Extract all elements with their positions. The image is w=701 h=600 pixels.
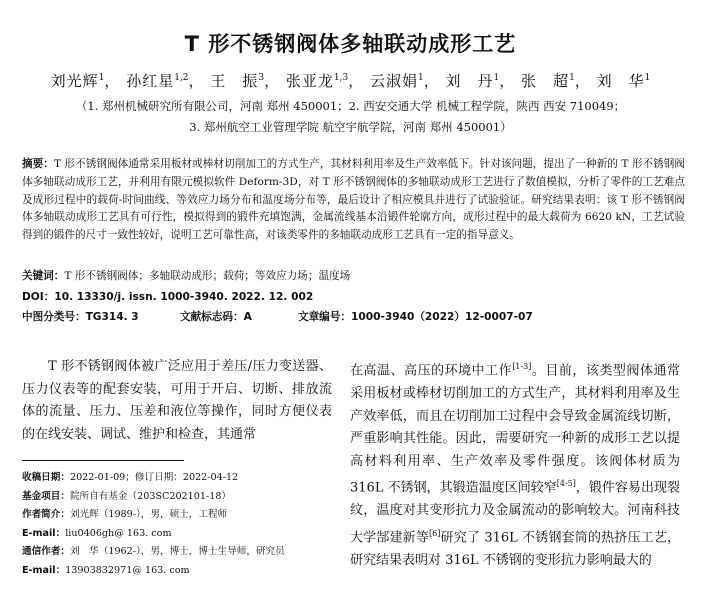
article-number: 文章编号：1000-3940（2022）12-0007-07	[298, 311, 533, 323]
doi-value: 10. 13330/j. issn. 1000-3940. 2022. 12. 002	[54, 291, 314, 303]
author: 刘 华$^1$	[596, 72, 651, 90]
keywords	[22, 268, 685, 283]
citation: [4-5]	[556, 479, 576, 489]
doi-label: DOI：	[22, 291, 55, 303]
doi	[22, 289, 685, 304]
doc-code: 文献标志码：A	[180, 311, 252, 323]
footnote-received: 收稿日期：2022-01-09；修订日期：2022-04-12	[22, 472, 239, 483]
affiliation-line-2: 3. 郑州航空工业管理学院 航空宇航学院，河南 郑州 450001）	[189, 120, 512, 134]
keywords-text: T 形不锈钢阀体；多轴联动成形；载荷；等效应力场；温度场	[64, 270, 351, 282]
body-paragraph: 在高温、高压的环境中工作[1-3]。目前，该类型阀体通常采用板材或棒材切削加工的方式生产，其材料利用率及生产效率低，而且在切削加工过程中会导致金属流线切断，严重影响其性能。因此，需要研究一种新的成形工艺以提高材料利用率、生产效率及零件强度。该阀体材质为 316L 不锈钢，其锻造温度区间较窄[4-5]，锻件容易出现裂纹，温度对其变形抗力及金属流动的影响较大。河南科技大学郜建新等[6]研究了 316L 不锈钢套筒的热挤压工艺，研究结果表明对 316L 不锈钢的变形抗力影响最大的	[350, 362, 680, 568]
affiliation-line-1: （1. 郑州机械研究所有限公司，河南 郑州 450001；2. 西安交通大学 机械工程学院，陕西 西安 710049；	[75, 99, 626, 113]
citation: [1-3]	[512, 362, 532, 371]
body-paragraph: T 形不锈钢阀体被广泛应用于差压/压力变送器、压力仪表等的配套安装，可用于开启、切断、排放流体的流量、压力、压差和液位等操作，同时方便仪表的在线安装、调试、维护和检查，其通常	[22, 359, 332, 442]
footnotes	[22, 469, 332, 581]
author-list: 刘光辉$^1$， 孙红星$^{1,2}$， 王 振$^3$， 张亚龙$^{1,3}$， 云淑娟$^1$， 刘 丹$^1$， 张 超$^1$， 刘 华$^1$	[50, 72, 651, 90]
footnote-corresponding: 通信作者：刘 华（1962-），男，博士，博士生导师，研究员	[22, 546, 285, 558]
keywords-label: 关键词：	[22, 270, 65, 282]
classification-line	[22, 309, 685, 324]
author: 张亚龙$^{1,3}$	[285, 72, 349, 90]
author: 云淑娟$^1$	[369, 72, 424, 90]
clc-label: 中图分类号：	[22, 311, 86, 323]
author: 刘 丹$^1$	[445, 72, 500, 90]
footnote-author: 作者简介：刘光辉（1989-），男，硕士，工程师	[22, 509, 228, 521]
footnote-fund: 基金项目：院所自有基金（203SC202101-18）	[22, 490, 232, 502]
author: 孙红星$^{1,2}$	[126, 72, 189, 90]
paper-title: T 形不锈钢阀体多轴联动成形工艺	[184, 32, 517, 56]
abstract-text: T 形不锈钢阀体通常采用板材或棒材切削加工的方式生产，其材料利用率及生产效率低下。针对该问题，提出了一种新的 T 形不锈钢阀体多轴联动成形工艺，并利用有限元模拟软件 Deform-3D，对 T 形不锈钢阀体的多轴联动成形工艺进行了数值模拟，分析了零件的工艺难点及成形过程中的载荷-时间曲线、等效应力场分布和温度场分布等，最后设计了相应模具并进行了试验验证。研究结果表明：该 T 形不锈钢阀体多轴联动成形工艺具有可行性，模拟得到的锻件充填饱满，金属流线基本沿锻件轮廓方向，成形过程中的最大载荷为 6620 kN，工艺试验得到的锻件的尺寸一致性较好，说明工艺可靠性高，对该类零件的多轴联动成形工艺具有一定的指导意义。	[22, 158, 685, 242]
body-left-column	[22, 356, 332, 446]
footnote-email-1: E-mail：liu0406gh@ 163. com	[22, 527, 172, 539]
author: 张 超$^1$	[521, 72, 575, 90]
body-right-column	[350, 356, 680, 572]
footnote-divider	[22, 460, 184, 461]
citation: [6]	[429, 528, 441, 538]
abstract	[22, 156, 685, 245]
abstract-label: 摘要：	[22, 158, 54, 170]
author: 王 振$^3$	[210, 72, 265, 90]
author: 刘光辉$^1$	[50, 72, 105, 90]
clc-value: TG314. 3	[85, 311, 139, 323]
footnote-email-2: E-mail：13903832971@ 163. com	[22, 564, 190, 576]
